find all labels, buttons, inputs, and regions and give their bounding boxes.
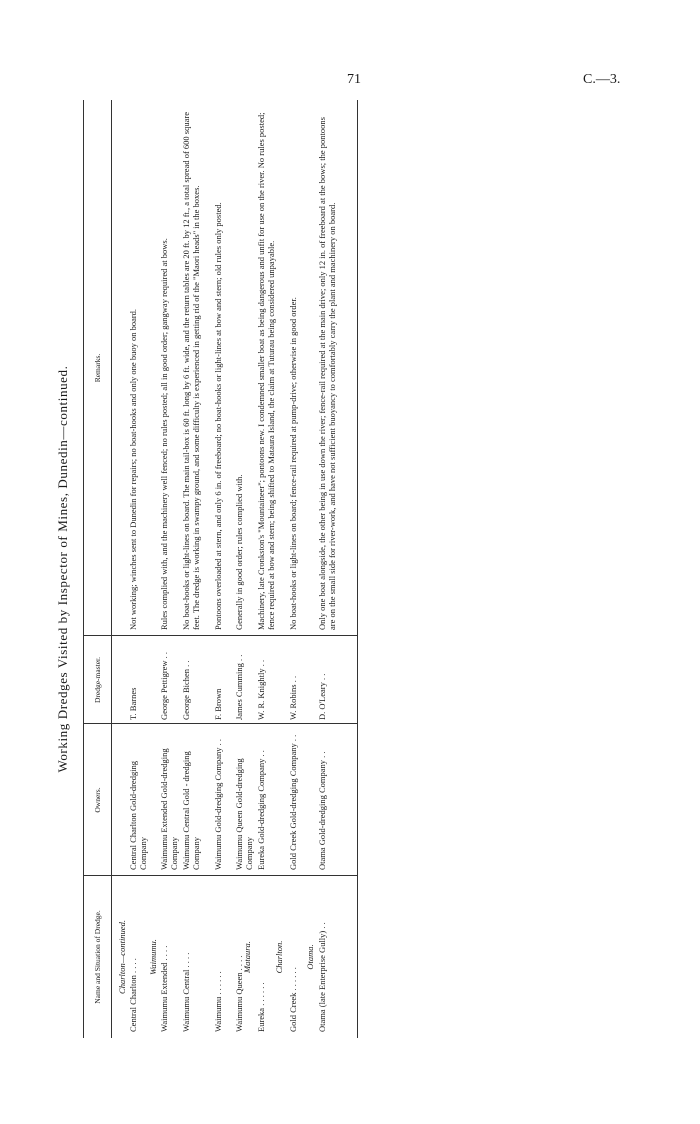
header-name: Name and Situation of Dredge. bbox=[93, 910, 102, 1004]
page-number: 71 bbox=[347, 72, 361, 87]
dredges-table bbox=[83, 100, 358, 1038]
dredge-name: Gold Creek . . . . . . bbox=[288, 967, 298, 1032]
dredge-name: Otama (late Enterprise Gully) . . bbox=[317, 922, 327, 1032]
rotated-page-content bbox=[55, 100, 400, 1038]
dredge-master: W. R. Knightly . . bbox=[256, 659, 266, 720]
column-divider bbox=[84, 723, 357, 724]
section-heading: Mataura. bbox=[242, 941, 252, 973]
dredge-name: Eureka . . . . . . bbox=[256, 982, 266, 1032]
dredge-master: George Pettigrew . . bbox=[159, 651, 169, 720]
dredge-remarks: Generally in good order; rules complied with. bbox=[234, 474, 244, 630]
section-heading: Waimumu. bbox=[148, 939, 158, 975]
section-heading: Otama. bbox=[305, 944, 315, 970]
dredge-remarks: Not working; winches sent to Dunedin for repairs; no boat-hooks and only one buoy on board. bbox=[128, 308, 138, 630]
header-divider bbox=[111, 100, 112, 1038]
dredge-remarks: Machinery, late Cronkston's "Mountaineer"; pontoons new. I condemned smaller boat as being dangerous and unfit for use on the river. No rules posted; fence required at bow and stern; being shifted to Mataura Island, the claim at Tuturau being considered unpayable. bbox=[256, 112, 276, 630]
dredge-name: Waimumu Extended . . . . bbox=[159, 945, 169, 1032]
header-owners: Owners. bbox=[93, 787, 102, 813]
dredge-name: Waimumu Central . . . . bbox=[181, 952, 191, 1032]
header-dredge-master: Dredge-master. bbox=[93, 656, 102, 704]
dredge-remarks: Only one boat alongside, the other being in use down the river; fence-rail required at the main drive; only 12 in. of freeboard at the bows; the pontoons are on the small side for river-work, and have not sufficient buoyancy to comfortably carry the plant and machinery on board. bbox=[317, 117, 337, 630]
dredge-owners: Waimumu Central Gold - dredging Company bbox=[181, 751, 201, 870]
dredge-remarks: No boat-hooks or light-lines on board. The main tail-box is 60 ft. long by 6 ft. wide, and the return tables are 20 ft. by 12 ft., a total spread of 600 square feet. The dredge is working in swampy ground, and some difficulty is experienced in getting rid of the "Maori heads" in the boxes. bbox=[181, 112, 201, 630]
dredge-owners: Waimumu Extended Gold-dredging Company bbox=[159, 748, 179, 870]
dredge-master: James Cumming . . bbox=[234, 654, 244, 720]
dredge-owners: Eureka Gold-dredging Company . . bbox=[256, 750, 266, 870]
header-remarks: Remarks. bbox=[93, 353, 102, 383]
table-title: Working Dredges Visited by Inspector of Mines, Dunedin—continued. bbox=[55, 365, 70, 773]
dredge-remarks: No boat-hooks or light-lines on board; fence-rail required at pump-drive; otherwise in good order. bbox=[288, 297, 298, 630]
section-heading: Charlton—continued. bbox=[117, 920, 127, 994]
section-heading: Charlton. bbox=[274, 940, 284, 974]
dredge-name: Central Charlton . . . . bbox=[128, 958, 138, 1032]
dredge-master: T. Barnes bbox=[128, 687, 138, 720]
dredge-name: Waimumu Queen . . . . bbox=[234, 955, 244, 1032]
dredge-owners: Gold Creek Gold-dredging Company . . bbox=[288, 734, 298, 870]
dredge-master: George Bichen . . bbox=[181, 660, 191, 720]
dredge-master: F. Brown bbox=[213, 688, 223, 720]
dredge-remarks: Pontoons overloaded at stern, and only 6 in. of freeboard; no boat-hooks or light-lines at bow and stern; old rules only posted. bbox=[213, 202, 223, 630]
dredge-master: W. Robins . . bbox=[288, 675, 298, 720]
dredge-remarks: Rules complied with, and the machinery well fenced; no rules posted; all in good order; gangway required at bows. bbox=[159, 238, 169, 630]
dredge-owners: Central Charlton Gold-dredging Company bbox=[128, 760, 148, 870]
column-divider bbox=[84, 635, 357, 636]
document-reference: C.—3. bbox=[583, 72, 621, 87]
dredge-owners: Waimumu Queen Gold-dredging Company bbox=[234, 758, 254, 870]
dredge-master: D. O'Leary . . bbox=[317, 673, 327, 720]
dredge-owners: Otama Gold-dredging Company . . bbox=[317, 751, 327, 870]
dredge-owners: Waimumu Gold-dredging Company . . bbox=[213, 738, 223, 870]
dredge-name: Waimumu . . . . . . bbox=[213, 971, 223, 1032]
